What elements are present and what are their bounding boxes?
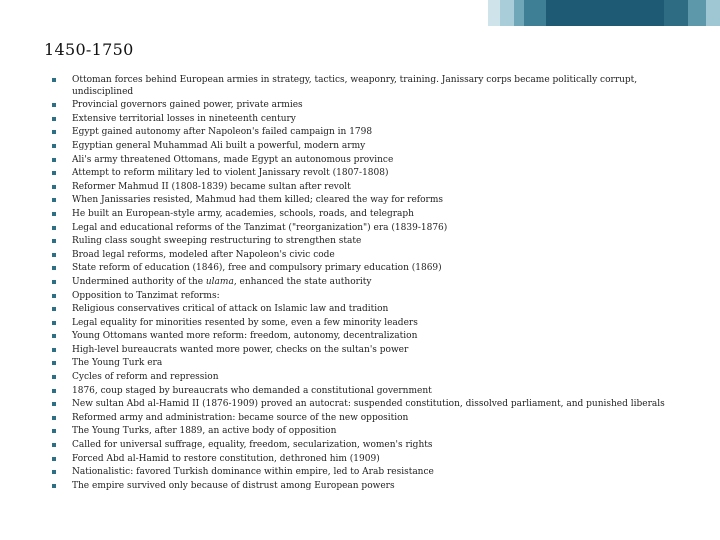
bullet-text: Opposition to Tanzimat reforms:: [72, 290, 220, 301]
bullet-text: Called for universal suffrage, equality, freedom, secularization, women's rights: [72, 440, 433, 451]
bullet-item: [52, 454, 682, 466]
bullet-item: [52, 318, 682, 330]
bullet-item: [52, 236, 682, 248]
bullet-item: [52, 331, 682, 343]
bullet-text: Legal equality for minorities resented by some, even a few minority leaders: [72, 317, 418, 328]
bullet-text: Broad legal reforms, modeled after Napoleon's civic code: [72, 249, 335, 260]
square-bullet-icon: [52, 389, 56, 393]
bullet-item: [52, 440, 682, 452]
square-bullet-icon: [52, 78, 56, 82]
square-bullet-icon: [52, 130, 56, 134]
bullet-text: The Young Turks, after 1889, an active body of opposition: [72, 426, 337, 437]
bullet-text: State reform of education (1846), free and compulsory primary education (1869): [72, 263, 442, 274]
bullet-text: When Janissaries resisted, Mahmud had them killed; cleared the way for reforms: [72, 195, 443, 206]
square-bullet-icon: [52, 457, 56, 461]
bullet-text: Legal and educational reforms of the Tanzimat ("reorganization") era (1839-1876): [72, 222, 448, 233]
bullet-item: [52, 127, 682, 139]
square-bullet-icon: [52, 226, 56, 230]
bullet-item: [52, 182, 682, 194]
bullet-item: [52, 291, 682, 303]
bullet-list: [52, 75, 682, 494]
bullet-item: [52, 386, 682, 398]
header-stripe-block: [688, 0, 706, 26]
bullet-emphasis: ulama: [205, 276, 234, 287]
bullet-text: Religious conservatives critical of attack on Islamic law and tradition: [72, 304, 389, 315]
square-bullet-icon: [52, 307, 56, 311]
bullet-text: Ruling class sought sweeping restructuring to strengthen state: [72, 236, 362, 247]
bullet-text: Ottoman forces behind European armies in strategy, tactics, weaponry, training. Janissary corps became politically corrupt, undisciplined: [72, 75, 638, 97]
bullet-item: [52, 168, 682, 180]
header-stripe-block: [514, 0, 524, 26]
square-bullet-icon: [52, 280, 56, 284]
decorative-header-stripe: [0, 0, 720, 26]
square-bullet-icon: [52, 321, 56, 325]
bullet-text: Egypt gained autonomy after Napoleon's failed campaign in 1798: [72, 127, 373, 138]
bullet-text: Undermined authority of the: [72, 276, 206, 287]
square-bullet-icon: [52, 239, 56, 243]
header-stripe-block: [706, 0, 720, 26]
bullet-item: [52, 209, 682, 221]
header-stripe-block: [664, 0, 688, 26]
bullet-item: [52, 345, 682, 357]
square-bullet-icon: [52, 294, 56, 298]
square-bullet-icon: [52, 198, 56, 202]
bullet-text: Egyptian general Muhammad Ali built a powerful, modern army: [72, 140, 366, 151]
bullet-text: Forced Abd al-Hamid to restore constitution, dethroned him (1909): [72, 453, 380, 464]
bullet-text: , enhanced the state authority: [233, 276, 372, 287]
bullet-item: [52, 481, 682, 493]
bullet-text: Cycles of reform and repression: [72, 372, 219, 383]
bullet-item: [52, 75, 682, 98]
bullet-item: [52, 467, 682, 479]
bullet-text: Ali's army threatened Ottomans, made Egypt an autonomous province: [72, 154, 394, 165]
square-bullet-icon: [52, 375, 56, 379]
square-bullet-icon: [52, 158, 56, 162]
square-bullet-icon: [52, 402, 56, 406]
bullet-item: [52, 426, 682, 438]
bullet-item: [52, 250, 682, 262]
bullet-text: Reformed army and administration: became source of the new opposition: [72, 412, 409, 423]
square-bullet-icon: [52, 361, 56, 365]
square-bullet-icon: [52, 484, 56, 488]
bullet-item: [52, 372, 682, 384]
bullet-item: [52, 114, 682, 126]
header-stripe-block: [488, 0, 500, 26]
bullet-text: Attempt to reform military led to violent Janissary revolt (1807-1808): [72, 168, 389, 179]
square-bullet-icon: [52, 117, 56, 121]
bullet-text: Provincial governors gained power, private armies: [72, 100, 303, 111]
bullet-text: The Young Turk era: [72, 358, 163, 369]
header-stripe-block: [500, 0, 514, 26]
bullet-text: High-level bureaucrats wanted more power, checks on the sultan's power: [72, 344, 409, 355]
bullet-item: [52, 358, 682, 370]
square-bullet-icon: [52, 443, 56, 447]
bullet-item: [52, 155, 682, 167]
header-stripe-block: [524, 0, 546, 26]
bullet-text: Reformer Mahmud II (1808-1839) became sultan after revolt: [72, 181, 351, 192]
square-bullet-icon: [52, 416, 56, 420]
bullet-text: The empire survived only because of distrust among European powers: [72, 480, 395, 491]
bullet-text: New sultan Abd al-Hamid II (1876-1909) proved an autocrat: suspended constitution, dissolved parliament, and punished liberals: [72, 399, 665, 410]
square-bullet-icon: [52, 348, 56, 352]
bullet-text: 1876, coup staged by bureaucrats who demanded a constitutional government: [72, 385, 432, 396]
square-bullet-icon: [52, 144, 56, 148]
bullet-item: [52, 263, 682, 275]
square-bullet-icon: [52, 212, 56, 216]
square-bullet-icon: [52, 266, 56, 270]
bullet-text: He built an European-style army, academies, schools, roads, and telegraph: [72, 208, 414, 219]
slide-title: 1450-1750: [44, 40, 134, 59]
square-bullet-icon: [52, 253, 56, 257]
bullet-item: [52, 399, 682, 411]
bullet-item: [52, 100, 682, 112]
bullet-text: Young Ottomans wanted more reform: freedom, autonomy, decentralization: [72, 331, 418, 342]
header-stripe-block: [546, 0, 664, 26]
bullet-item: [52, 223, 682, 235]
bullet-item: [52, 195, 682, 207]
square-bullet-icon: [52, 171, 56, 175]
square-bullet-icon: [52, 470, 56, 474]
bullet-item: [52, 304, 682, 316]
bullet-item: [52, 141, 682, 153]
square-bullet-icon: [52, 334, 56, 338]
square-bullet-icon: [52, 429, 56, 433]
bullet-text: Extensive territorial losses in nineteenth century: [72, 113, 296, 124]
square-bullet-icon: [52, 185, 56, 189]
square-bullet-icon: [52, 103, 56, 107]
bullet-item: [52, 277, 682, 289]
bullet-text: Nationalistic: favored Turkish dominance within empire, led to Arab resistance: [72, 467, 434, 478]
bullet-item: [52, 413, 682, 425]
